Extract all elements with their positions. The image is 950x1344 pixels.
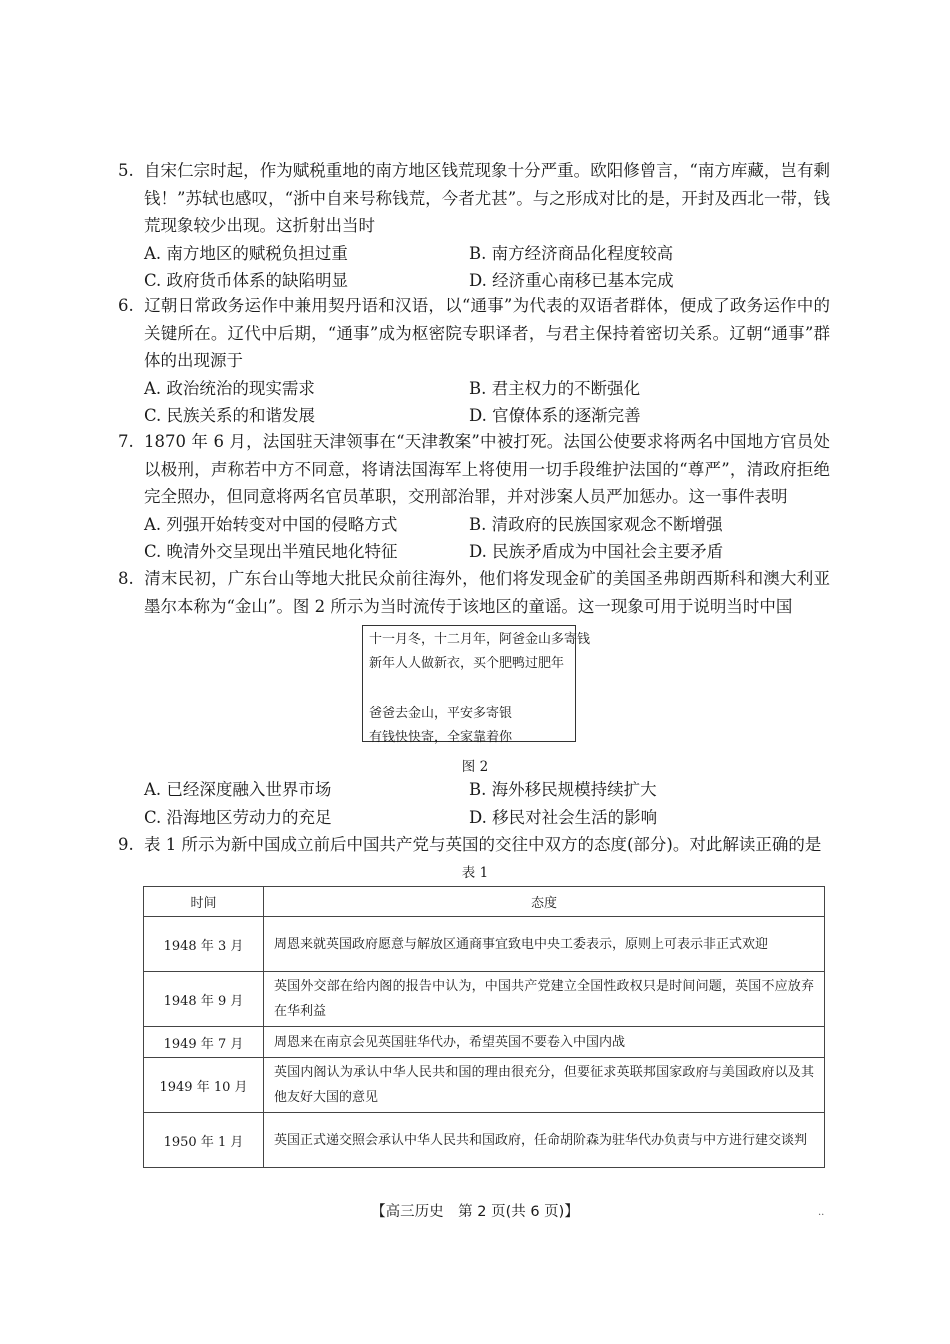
question-7 bbox=[118, 428, 830, 566]
cell-time: 1948 年 9 月 bbox=[144, 972, 264, 1027]
option-c[interactable]: C. 晚清外交呈现出半殖民地化特征 bbox=[144, 542, 398, 561]
cell-attitude: 英国内阁认为承认中华人民共和国的理由很充分，但要征求英联邦国家政府与美国政府以及其他友好大国的意见 bbox=[264, 1058, 825, 1113]
option-d[interactable]: D. 经济重心南移已基本完成 bbox=[469, 271, 674, 290]
rhyme-line: 爸爸去金山，平安多寄银 bbox=[369, 706, 513, 721]
question-8 bbox=[118, 565, 830, 620]
question-text: 表 1 所示为新中国成立前后中国共产党与英国的交往中双方的态度(部分)。对此解读正确的是 bbox=[144, 835, 822, 854]
table-row bbox=[144, 972, 825, 1027]
option-b[interactable]: B. 海外移民规模持续扩大 bbox=[469, 780, 657, 799]
options bbox=[118, 240, 830, 295]
table-row bbox=[144, 1113, 825, 1168]
option-d[interactable]: D. 官僚体系的逐渐完善 bbox=[469, 406, 641, 425]
question-number: 5. bbox=[118, 161, 134, 180]
question-stem bbox=[118, 428, 830, 511]
table-caption: 表 1 bbox=[461, 865, 489, 881]
option-c[interactable]: C. 政府货币体系的缺陷明显 bbox=[144, 271, 349, 290]
question-8-options bbox=[118, 776, 830, 831]
rhyme-line: 新年人人做新衣，买个肥鸭过肥年 bbox=[369, 656, 565, 671]
question-6 bbox=[118, 292, 830, 430]
question-number: 7. bbox=[118, 432, 134, 451]
option-a[interactable]: A. 列强开始转变对中国的侵略方式 bbox=[144, 514, 398, 534]
rhyme-line: 有钱快快寄，全家靠着你 bbox=[369, 730, 513, 745]
header-attitude: 态度 bbox=[264, 887, 825, 917]
cell-time: 1949 年 10 月 bbox=[144, 1058, 264, 1113]
rhyme-stanza-gap bbox=[369, 676, 575, 702]
option-b[interactable]: B. 清政府的民族国家观念不断增强 bbox=[469, 514, 723, 534]
rhyme-line: 十一月冬，十二月年，阿爸金山多寄钱 bbox=[369, 632, 591, 647]
question-stem bbox=[118, 157, 830, 240]
page-footer: 【高三历史 第 2 页(共 6 页)】 bbox=[371, 1204, 579, 1220]
options bbox=[118, 511, 830, 566]
option-d[interactable]: D. 移民对社会生活的影响 bbox=[469, 807, 658, 827]
options bbox=[118, 375, 830, 430]
question-number: 8. bbox=[118, 569, 134, 588]
option-c[interactable]: C. 民族关系的和谐发展 bbox=[144, 406, 316, 425]
option-d[interactable]: D. 民族矛盾成为中国社会主要矛盾 bbox=[469, 542, 724, 561]
question-5 bbox=[118, 157, 830, 295]
corner-mark: .. bbox=[818, 1207, 825, 1218]
question-stem bbox=[118, 565, 830, 620]
table-row bbox=[144, 1027, 825, 1058]
cell-time: 1948 年 3 月 bbox=[144, 917, 264, 972]
attitude-table bbox=[143, 886, 825, 1168]
cell-attitude: 周恩来就英国政府愿意与解放区通商事宜致电中央工委表示，原则上可表示非正式欢迎 bbox=[264, 917, 825, 972]
cell-time: 1950 年 1 月 bbox=[144, 1113, 264, 1168]
question-number: 6. bbox=[118, 296, 134, 315]
table-1 bbox=[143, 886, 825, 1168]
option-b[interactable]: B. 君主权力的不断强化 bbox=[469, 378, 641, 398]
option-a[interactable]: A. 政治统治的现实需求 bbox=[144, 378, 315, 398]
cell-attitude: 英国正式递交照会承认中华人民共和国政府，任命胡阶森为驻华代办负责与中方进行建交谈判 bbox=[264, 1113, 825, 1168]
question-9 bbox=[118, 831, 830, 859]
table-header-row bbox=[144, 887, 825, 917]
cell-time: 1949 年 7 月 bbox=[144, 1027, 264, 1058]
cell-attitude: 英国外交部在给内阁的报告中认为，中国共产党建立全国性政权只是时间问题，英国不应放弃在华利益 bbox=[264, 972, 825, 1027]
question-number: 9. bbox=[118, 835, 134, 854]
question-text: 1870 年 6 月，法国驻天津领事在“天津教案”中被打死。法国公使要求将两名中国地方官员处以极刑，声称若中方不同意，将请法国海军上将使用一切手段维护法国的“尊严”，清政府拒绝完全照办，但同意将两名官员革职，交刑部治罪，并对涉案人员严加惩办。这一事件表明 bbox=[144, 432, 830, 506]
table-row bbox=[144, 1058, 825, 1113]
question-stem bbox=[118, 292, 830, 375]
table-row bbox=[144, 917, 825, 972]
header-time: 时间 bbox=[144, 887, 264, 917]
option-a[interactable]: A. 已经深度融入世界市场 bbox=[144, 780, 332, 799]
question-text: 清末民初，广东台山等地大批民众前往海外，他们将发现金矿的美国圣弗朗西斯科和澳大利亚墨尔本称为“金山”。图 2 所示为当时流传于该地区的童谣。这一现象可用于说明当时中国 bbox=[144, 569, 830, 616]
figure-caption: 图 2 bbox=[461, 759, 489, 775]
option-c[interactable]: C. 沿海地区劳动力的充足 bbox=[144, 807, 332, 827]
figure-2-rhyme-box bbox=[362, 625, 591, 745]
question-stem bbox=[118, 831, 830, 859]
option-b[interactable]: B. 南方经济商品化程度较高 bbox=[469, 243, 674, 263]
question-text: 辽朝日常政务运作中兼用契丹语和汉语，以“通事”为代表的双语者群体，便成了政务运作中的关键所在。辽代中后期，“通事”成为枢密院专职译者，与君主保持着密切关系。辽朝“通事”群体的出现源于 bbox=[144, 296, 830, 370]
option-a[interactable]: A. 南方地区的赋税负担过重 bbox=[144, 243, 348, 263]
cell-attitude: 周恩来在南京会见英国驻华代办，希望英国不要卷入中国内战 bbox=[264, 1027, 825, 1058]
question-text: 自宋仁宗时起，作为赋税重地的南方地区钱荒现象十分严重。欧阳修曾言，“南方库藏，岂有剩钱！”苏轼也感叹，“浙中自来号称钱荒，今者尤甚”。与之形成对比的是，开封及西北一带，钱荒现象较少出现。这折射出当时 bbox=[144, 161, 830, 235]
options bbox=[118, 776, 830, 831]
